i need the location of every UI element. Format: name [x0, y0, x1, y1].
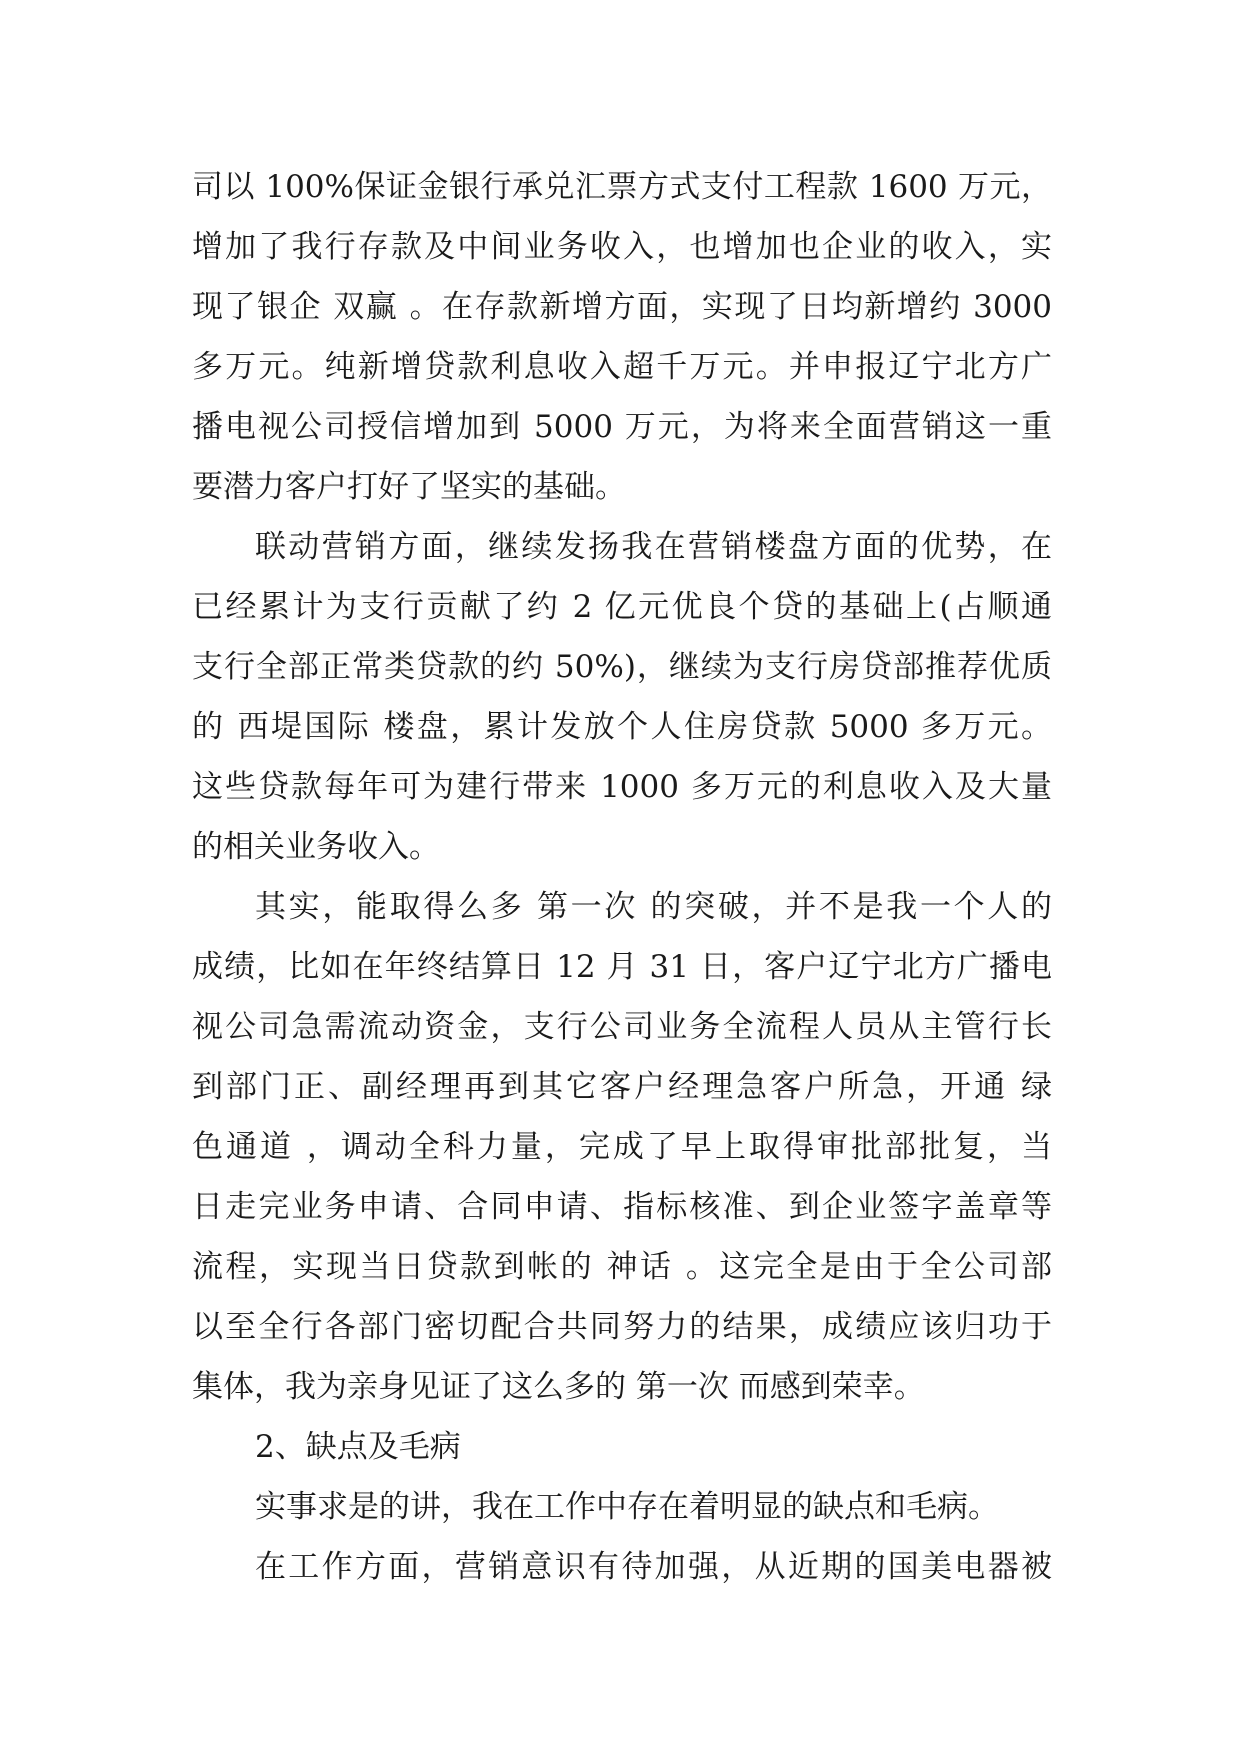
text-line: 集体，我为亲身见证了这么多的 第一次 而感到荣幸。: [192, 1369, 925, 1405]
paragraph-first-line: 在工作方面，营销意识有待加强，从近期的国美电器被: [255, 1549, 1052, 1585]
text-line: 已经累计为支行贡献了约 2 亿元优良个贷的基础上(占顺通: [192, 589, 1052, 625]
text-line: 司以 100%保证金银行承兑汇票方式支付工程款 1600 万元，: [192, 169, 1052, 205]
text-line: 以至全行各部门密切配合共同努力的结果，成绩应该归功于: [192, 1309, 1052, 1345]
text-line: 现了银企 双赢 。在存款新增方面，实现了日均新增约 3000: [192, 289, 1052, 325]
text-line: 要潜力客户打好了坚实的基础。: [192, 469, 626, 505]
text-line: 的相关业务收入。: [192, 829, 440, 865]
text-line: 这些贷款每年可为建行带来 1000 多万元的利息收入及大量: [192, 769, 1052, 805]
text-line: 日走完业务申请、合同申请、指标核准、到企业签字盖章等: [192, 1189, 1052, 1225]
text-line: 到部门正、副经理再到其它客户经理急客户所急，开通 绿: [192, 1069, 1052, 1105]
text-line: 的 西堤国际 楼盘，累计发放个人住房贷款 5000 多万元。: [192, 709, 1052, 745]
text-line: 流程，实现当日贷款到帐的 神话 。这完全是由于全公司部: [192, 1249, 1052, 1285]
text-line: 多万元。纯新增贷款利息收入超千万元。并申报辽宁北方广: [192, 349, 1052, 385]
paragraph-first-line: 实事求是的讲，我在工作中存在着明显的缺点和毛病。: [255, 1489, 999, 1525]
section-heading: 2、缺点及毛病: [255, 1429, 461, 1465]
text-line: 播电视公司授信增加到 5000 万元，为将来全面营销这一重: [192, 409, 1052, 445]
text-line: 成绩，比如在年终结算日 12 月 31 日，客户辽宁北方广播电: [192, 949, 1052, 985]
text-line: 色通道 ，调动全科力量，完成了早上取得审批部批复，当: [192, 1129, 1052, 1165]
text-line: 增加了我行存款及中间业务收入，也增加也企业的收入，实: [192, 229, 1052, 265]
paragraph-first-line: 联动营销方面，继续发扬我在营销楼盘方面的优势，在: [255, 529, 1052, 565]
text-line: 支行全部正常类贷款的约 50%)，继续为支行房贷部推荐优质: [192, 649, 1052, 685]
paragraph-first-line: 其实，能取得么多 第一次 的突破，并不是我一个人的: [255, 889, 1052, 925]
text-line: 视公司急需流动资金，支行公司业务全流程人员从主管行长: [192, 1009, 1052, 1045]
